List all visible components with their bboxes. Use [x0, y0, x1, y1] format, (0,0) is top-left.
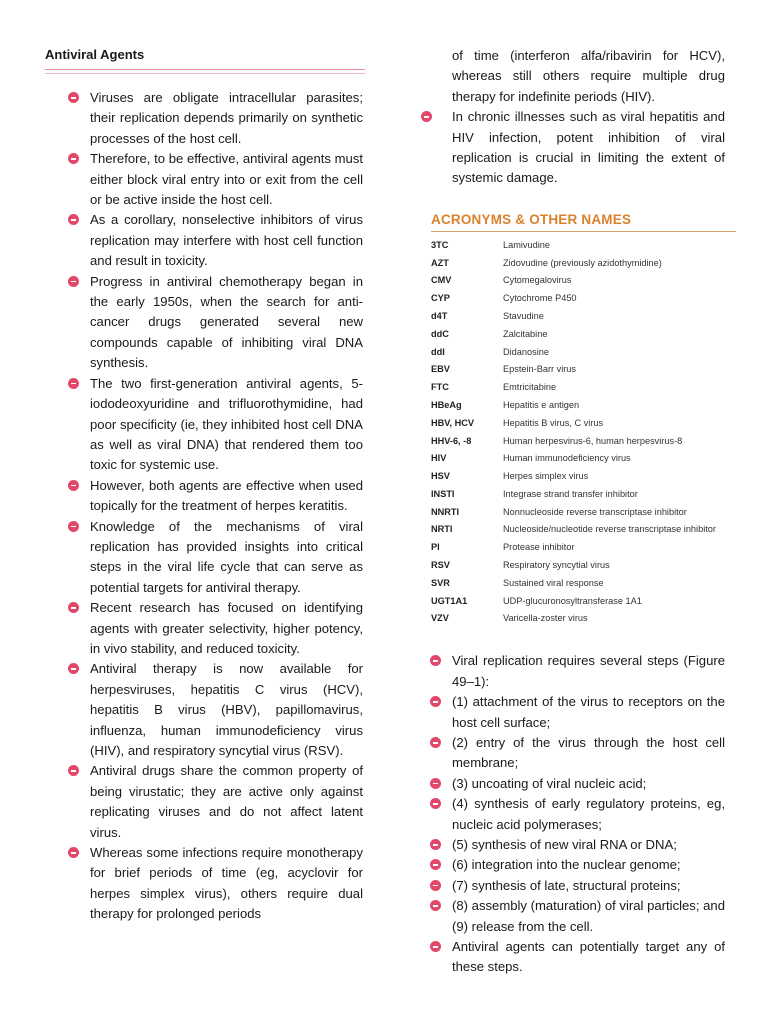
- acronym-definition: Cytochrome P450: [503, 293, 577, 304]
- acronym-row: [431, 254, 716, 272]
- acronym-definition: Hepatitis e antigen: [503, 399, 580, 410]
- acronym-definition: Herpes simplex virus: [503, 471, 589, 482]
- acronym-row: [431, 271, 716, 289]
- bullet-icon: [68, 92, 79, 103]
- list-item: (1) attachment of the virus to receptors on the host cell surface;: [420, 692, 725, 733]
- acronym-abbr: FTC: [431, 382, 449, 393]
- acronym-definition: Human immunodeficiency virus: [503, 453, 631, 464]
- bullet-icon: [430, 859, 441, 870]
- intro-bullet-list: [45, 88, 363, 925]
- acronym-definition: Sustained viral response: [503, 577, 604, 588]
- acronym-abbr: 3TC: [431, 239, 449, 250]
- replication-steps-list: [420, 651, 725, 978]
- bullet-icon: [430, 900, 441, 911]
- acronym-abbr: HBeAg: [431, 399, 462, 410]
- acronym-row: [431, 592, 716, 610]
- bullet-icon: [68, 378, 79, 389]
- acronym-definition: Varicella-zoster virus: [503, 613, 588, 624]
- acronym-row: [431, 538, 716, 556]
- acronym-abbr: HIV: [431, 453, 447, 464]
- acronym-row: [431, 289, 716, 307]
- acronym-definition: Nucleoside/nucleotide reverse transcriptase inhibitor: [503, 524, 716, 535]
- bullet-icon: [430, 696, 441, 707]
- bullet-icon: [430, 839, 441, 850]
- list-item: Whereas some infections require monotherapy for brief periods of time (eg, acyclovir for herpes simplex virus), others require dual therapy for prolonged periods: [45, 843, 363, 925]
- acronym-row: [431, 432, 716, 450]
- heading-divider: [45, 69, 365, 74]
- acronym-abbr: NNRTI: [431, 506, 460, 517]
- acronym-definition: Integrase strand transfer inhibitor: [503, 488, 638, 499]
- list-item: Knowledge of the mechanisms of viral replication has provided insights into critical steps in the viral life cycle that can serve as potential targets for antiviral therapy.: [45, 517, 363, 599]
- acronym-definition: Human herpesvirus-6, human herpesvirus-8: [503, 435, 683, 446]
- acronym-row: [431, 360, 716, 378]
- bullet-icon: [430, 798, 441, 809]
- bullet-icon: [68, 276, 79, 287]
- acronym-abbr: INSTI: [431, 488, 455, 499]
- acronym-definition: Lamivudine: [503, 239, 550, 250]
- bullet-icon: [421, 111, 432, 122]
- bullet-icon: [430, 655, 441, 666]
- acronym-definition: Protease inhibitor: [503, 542, 575, 553]
- list-item: Progress in antiviral chemotherapy began in the early 1950s, when the search for anti-cancer drugs generated several new compounds capable of inhibiting viral DNA synthesis.: [45, 272, 363, 374]
- acronym-row: [431, 414, 716, 432]
- bullet-icon: [68, 480, 79, 491]
- acronym-row: [431, 610, 716, 628]
- list-item: Therefore, to be effective, antiviral agents must either block viral entry into or exit from the cell or be active inside the host cell.: [45, 149, 363, 210]
- bullet-icon: [430, 880, 441, 891]
- bullet-icon: [68, 214, 79, 225]
- acronym-abbr: UGT1A1: [431, 595, 468, 606]
- acronym-abbr: ddI: [431, 346, 445, 357]
- acronym-abbr: HBV, HCV: [431, 417, 475, 428]
- acronyms-table: [431, 236, 716, 628]
- acronym-abbr: SVR: [431, 577, 450, 588]
- acronym-abbr: PI: [431, 542, 440, 553]
- acronym-row: [431, 396, 716, 414]
- bullet-icon: [68, 153, 79, 164]
- bullet-icon: [430, 737, 441, 748]
- acronym-abbr: EBV: [431, 364, 450, 375]
- acronym-abbr: AZT: [431, 257, 449, 268]
- list-item: (6) integration into the nuclear genome;: [420, 855, 725, 875]
- acronym-abbr: d4T: [431, 310, 448, 321]
- acronym-definition: Stavudine: [503, 310, 544, 321]
- list-item: Viruses are obligate intracellular parasites; their replication depends primarily on synthetic processes of the host cell.: [45, 88, 363, 149]
- list-item: Recent research has focused on identifying agents with greater selectivity, higher potency, in vivo stability, and reduced toxicity.: [45, 598, 363, 659]
- acronym-definition: Hepatitis B virus, C virus: [503, 417, 604, 428]
- acronym-row: [431, 236, 716, 254]
- acronym-row: [431, 325, 716, 343]
- chronic-bullet-list: [420, 107, 725, 189]
- acronym-row: [431, 378, 716, 396]
- acronym-row: [431, 449, 716, 467]
- acronym-abbr: HHV-6, -8: [431, 435, 472, 446]
- acronym-definition: Didanosine: [503, 346, 549, 357]
- acronym-row: [431, 521, 716, 539]
- list-item: (3) uncoating of viral nucleic acid;: [420, 774, 725, 794]
- list-item: In chronic illnesses such as viral hepatitis and HIV infection, potent inhibition of viral replication is crucial in limiting the extent of systemic damage.: [420, 107, 725, 189]
- acronym-row: [431, 574, 716, 592]
- list-item: Viral replication requires several steps (Figure 49–1):: [420, 651, 725, 692]
- bullet-icon: [68, 663, 79, 674]
- acronyms-divider: [431, 231, 736, 232]
- acronym-abbr: CMV: [431, 275, 452, 286]
- acronym-abbr: CYP: [431, 293, 450, 304]
- acronym-definition: UDP-glucuronosyltransferase 1A1: [503, 595, 642, 606]
- list-item: (2) entry of the virus through the host cell membrane;: [420, 733, 725, 774]
- acronym-abbr: ddC: [431, 328, 449, 339]
- bullet-icon: [68, 765, 79, 776]
- section-heading: Antiviral Agents: [45, 47, 145, 62]
- list-item: Antiviral drugs share the common property of being virustatic; they are active only against replicating viruses and do not affect latent virus.: [45, 761, 363, 843]
- left-column: [45, 46, 363, 925]
- acronym-definition: Zalcitabine: [503, 328, 548, 339]
- acronym-row: [431, 503, 716, 521]
- list-item: The two first-generation antiviral agents, 5-iododeoxyuridine and trifluorothymidine, had poor specificity (ie, they inhibited host cell DNA as well as viral DNA) that rendered them too toxic for systemic use.: [45, 374, 363, 476]
- list-item: (8) assembly (maturation) of viral particles; and (9) release from the cell.: [420, 896, 725, 937]
- acronym-abbr: VZV: [431, 613, 449, 624]
- bullet-icon: [430, 941, 441, 952]
- acronym-definition: Emtricitabine: [503, 382, 557, 393]
- continued-paragraph: of time (interferon alfa/ribavirin for HCV), whereas still others require multiple drug therapy for indefinite periods (HIV).: [452, 48, 725, 104]
- bullet-icon: [68, 521, 79, 532]
- acronyms-title: ACRONYMS & OTHER NAMES: [431, 211, 632, 227]
- acronym-row: [431, 556, 716, 574]
- acronym-abbr: HSV: [431, 471, 450, 482]
- acronym-row: [431, 485, 716, 503]
- acronym-definition: Zidovudine (previously azidothymidine): [503, 257, 662, 268]
- list-item: (7) synthesis of late, structural proteins;: [420, 876, 725, 896]
- right-column: [420, 46, 725, 978]
- acronym-abbr: NRTI: [431, 524, 453, 535]
- list-item: Antiviral agents can potentially target any of these steps.: [420, 937, 725, 978]
- acronym-row: [431, 467, 716, 485]
- acronym-row: [431, 343, 716, 361]
- bullet-icon: [430, 778, 441, 789]
- acronym-definition: Respiratory syncytial virus: [503, 560, 610, 571]
- bullet-icon: [68, 602, 79, 613]
- acronym-definition: Nonnucleoside reverse transcriptase inhibitor: [503, 506, 687, 517]
- acronym-definition: Cytomegalovirus: [503, 275, 572, 286]
- list-item: However, both agents are effective when used topically for the treatment of herpes keratitis.: [45, 476, 363, 517]
- list-item: (4) synthesis of early regulatory proteins, eg, nucleic acid polymerases;: [420, 794, 725, 835]
- acronym-abbr: RSV: [431, 560, 450, 571]
- acronym-row: [431, 307, 716, 325]
- list-item: Antiviral therapy is now available for herpesviruses, hepatitis C virus (HCV), hepatitis B virus (HBV), papillomavirus, influenza, human immunodeficiency virus (HIV), and respiratory syncytial virus (RSV).: [45, 659, 363, 761]
- bullet-icon: [68, 847, 79, 858]
- list-item: As a corollary, nonselective inhibitors of virus replication may interfere with host cell function and result in toxicity.: [45, 210, 363, 271]
- acronym-definition: Epstein-Barr virus: [503, 364, 577, 375]
- list-item: (5) synthesis of new viral RNA or DNA;: [420, 835, 725, 855]
